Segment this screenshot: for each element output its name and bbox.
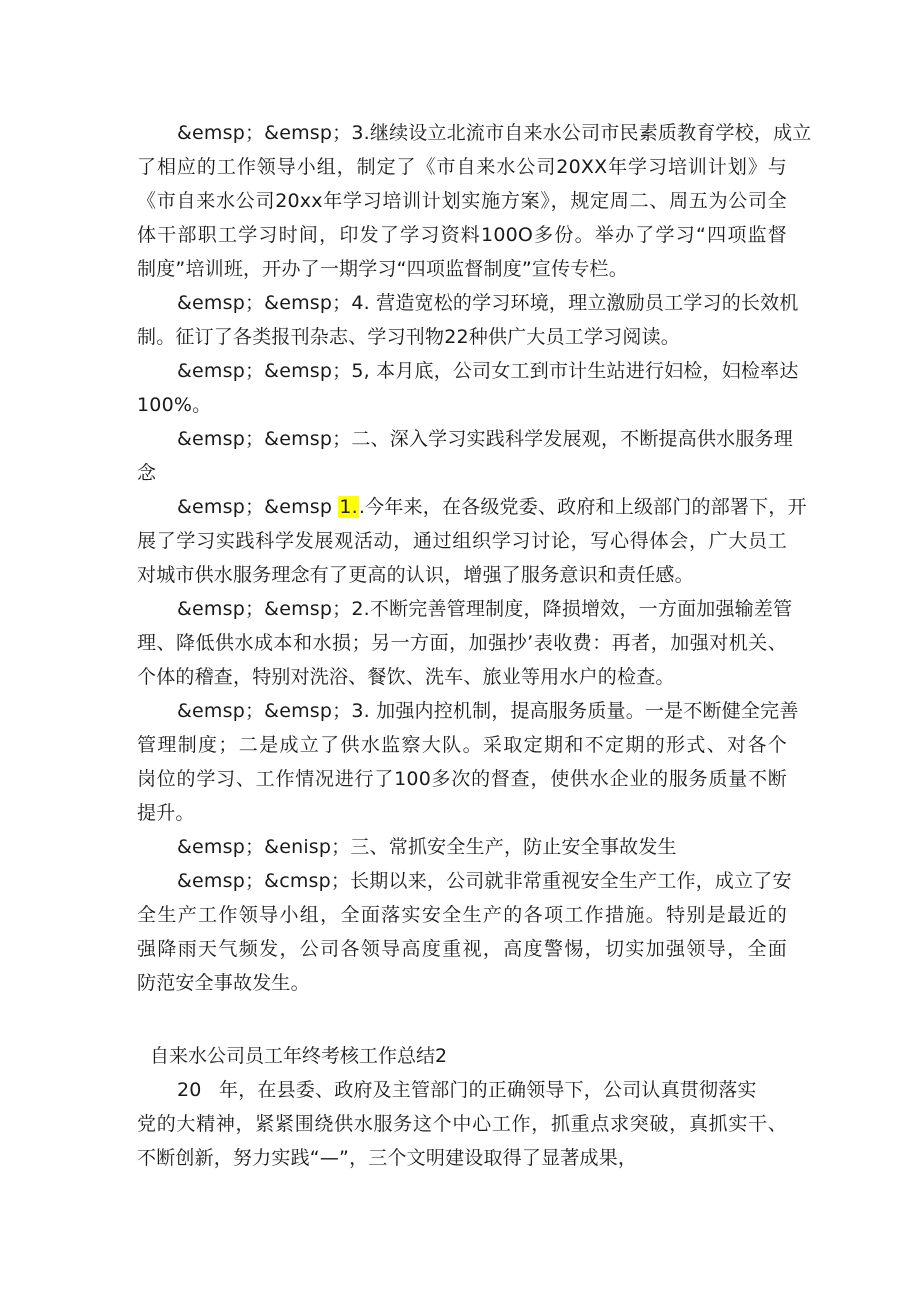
text-line: 展了学习实践科学发展观活动，通过组织学习讨论，写心得体会，广大员工	[137, 530, 787, 552]
text-line: 《市自来水公司20xx年学习培训计划实施方案》，规定周二、周五为公司全	[137, 190, 787, 212]
text-line: &emsp；&enisp；三、常抓安全生产，防止安全事故发生	[177, 836, 677, 858]
line-prefix: &emsp；&emsp	[177, 496, 339, 518]
text-line	[137, 490, 807, 524]
text-line: 提升。	[137, 802, 195, 824]
text-line: &emsp；&emsp；二、深入学习实践科学发展观，不断提高供水服务理	[177, 428, 793, 450]
paragraph-study-school	[137, 116, 812, 286]
text-line	[137, 1073, 787, 1107]
paragraph-internal-control	[137, 694, 799, 830]
text-line: &emsp；&emsp；3. 加强内控机制，提高服务质量。一是不断健全完善	[177, 700, 799, 722]
text-line: 岗位的学习、工作情况进行了100多次的督查，使供水企业的服务质量不断	[137, 768, 787, 790]
text-line: 100%。	[137, 394, 212, 416]
text-line: 制。征订了各类报刊杂志、学习刊物22种供广大员工学习阅读。	[137, 326, 680, 348]
text-line: &emsp；&emsp；5, 本月底，公司女工到市计生站进行妇检，妇检率达	[177, 360, 799, 382]
paragraph-learning-environment	[137, 286, 799, 354]
text-line: 体干部职工学习时间，印发了学习资料100O多份。举办了学习“四项监督	[137, 224, 787, 246]
text-line: 对城市供水服务理念有了更高的认识，增强了服务意识和责任感。	[137, 564, 694, 586]
paragraph-annual-summary	[137, 1073, 787, 1175]
text-line: 了相应的工作领导小组，制定了《市自来水公司20XX年学习培训计划》与	[137, 156, 787, 178]
line-rest: 年，在县委、政府及主管部门的正确领导下，公司认真贯彻落实	[219, 1079, 757, 1101]
document-title: 自来水公司员工年终考核工作总结2	[150, 1045, 448, 1067]
section-heading-three	[137, 830, 787, 864]
text-line: 不断创新，努力实践“—”，三个文明建设取得了显著成果，	[137, 1147, 638, 1169]
year-number: 20	[177, 1079, 202, 1101]
text-line: 防范安全事故发生。	[137, 972, 310, 994]
section-heading-two	[137, 422, 793, 490]
text-line: 念	[137, 462, 157, 484]
paragraph-safety	[137, 864, 792, 1000]
text-line: &emsp；&emsp；4. 营造宽松的学习环境，理立激励员工学习的长效机	[177, 292, 799, 314]
highlighted-number: 1.	[339, 496, 358, 518]
text-line: 个体的稽查，特别对洗浴、餐饮、洗车、旅业等用水户的检查。	[137, 666, 675, 688]
text-line: 强降雨天气频发，公司各领导高度重视，高度警惕，切实加强领导，全面	[137, 938, 787, 960]
text-line: &emsp；&emsp；3.继续设立北流市自来水公司市民素质教育学校，成立	[177, 122, 812, 144]
text-line: 全生产工作领导小组，全面落实安全生产的各项工作措施。特别是最近的	[137, 904, 787, 926]
text-line: 党的大精神，紧紧围绕供水服务这个中心工作，抓重点求突破，真抓实干、	[137, 1113, 787, 1135]
line-rest: .今年来，在各级党委、政府和上级部门的部署下，开	[358, 496, 807, 518]
text-line: &emsp；&cmsp；长期以来，公司就非常重视安全生产工作，成立了安	[177, 870, 792, 892]
paragraph-development-view	[137, 490, 807, 592]
text-line: 理、降低供水成本和水损；另一方面，加强抄’表收费：再者，加强对机关、	[137, 632, 787, 654]
text-line: &emsp；&emsp；2.不断完善管理制度，降损增效，一方面加强输差管	[177, 598, 793, 620]
text-line: 管理制度；二是成立了供水监察大队。采取定期和不定期的形式、对各个	[137, 734, 787, 756]
text-line: 制度”培训班，开办了一期学习“四项监督制度”宣传专栏。	[137, 258, 628, 280]
paragraph-management-system	[137, 592, 793, 694]
paragraph-health-check	[137, 354, 799, 422]
